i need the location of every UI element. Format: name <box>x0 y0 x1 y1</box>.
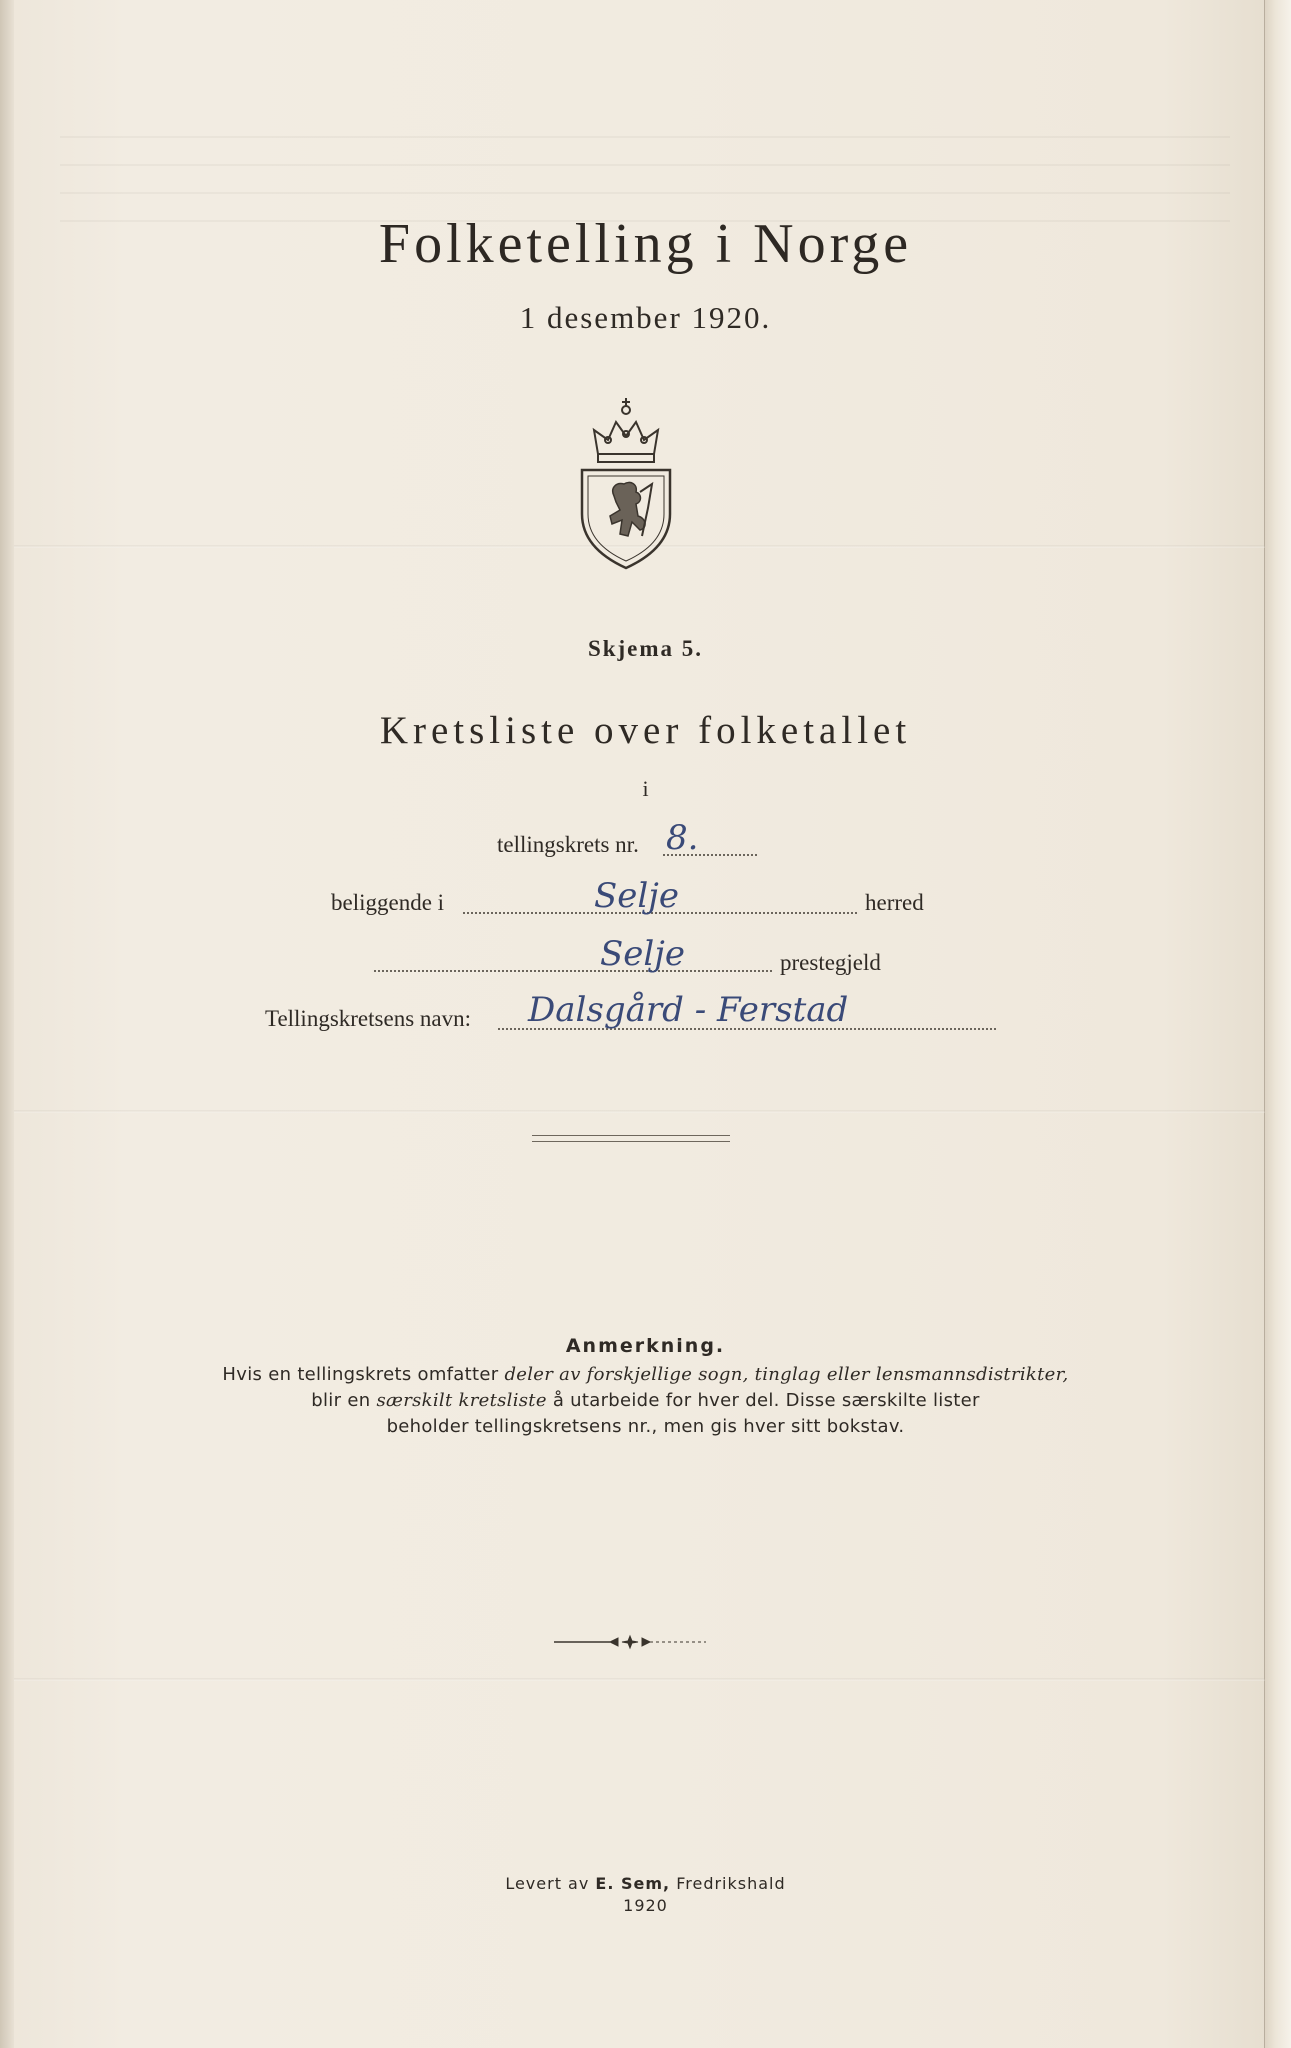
herred-prefix-label: beliggende i <box>331 890 445 915</box>
prestegjeld-dotted-line <box>374 970 772 972</box>
note-line-2a: blir en <box>311 1390 377 1411</box>
note-line-1b: deler av forskjellige sogn, tinglag eller lensmannsdistrikter, <box>504 1364 1069 1385</box>
printer-city: Fredrikshald <box>670 1874 786 1893</box>
printer-year: 1920 <box>623 1896 668 1915</box>
document-title: Folketelling i Norge <box>378 213 913 275</box>
printer-prefix: Levert av <box>505 1874 596 1893</box>
connector-word: i <box>642 776 649 801</box>
prestegjeld-suffix-label: prestegjeld <box>780 950 881 975</box>
printer-name: E. Sem, <box>595 1874 671 1893</box>
note-heading: Anmerkning. <box>565 1335 726 1357</box>
norwegian-coat-of-arms-icon <box>576 396 676 570</box>
double-rule-divider <box>532 1135 730 1142</box>
krets-number-handwritten: 8. <box>666 818 699 858</box>
document-date: 1 desember 1920. <box>519 300 772 335</box>
form-number: Skjema 5. <box>587 636 704 661</box>
herred-handwritten: Selje <box>594 876 679 916</box>
note-line-2b: særskilt kretsliste <box>376 1390 547 1411</box>
navn-handwritten: Dalsgård - Ferstad <box>528 990 849 1030</box>
navn-label: Tellingskretsens navn: <box>265 1006 471 1031</box>
krets-label: tellingskrets nr. <box>497 832 639 857</box>
note-line-3: beholder tellingskretsens nr., men gis hver sitt bokstav. <box>386 1416 905 1437</box>
paper-fold <box>14 1110 1265 1113</box>
note-line-1 <box>0 1364 1291 1385</box>
note-line-1a: Hvis en tellingskrets omfatter <box>222 1364 505 1385</box>
note-line-2 <box>0 1390 1291 1411</box>
document-subtitle: Kretsliste over folketallet <box>379 709 912 752</box>
herred-suffix-label: herred <box>865 890 924 915</box>
note-line-2c: å utarbeide for hver del. Disse særskilte lister <box>546 1390 980 1411</box>
ornament-divider-icon <box>554 1634 706 1650</box>
paper-fold <box>14 1678 1265 1681</box>
printer-line <box>0 1874 1291 1893</box>
prestegjeld-handwritten: Selje <box>600 934 685 974</box>
